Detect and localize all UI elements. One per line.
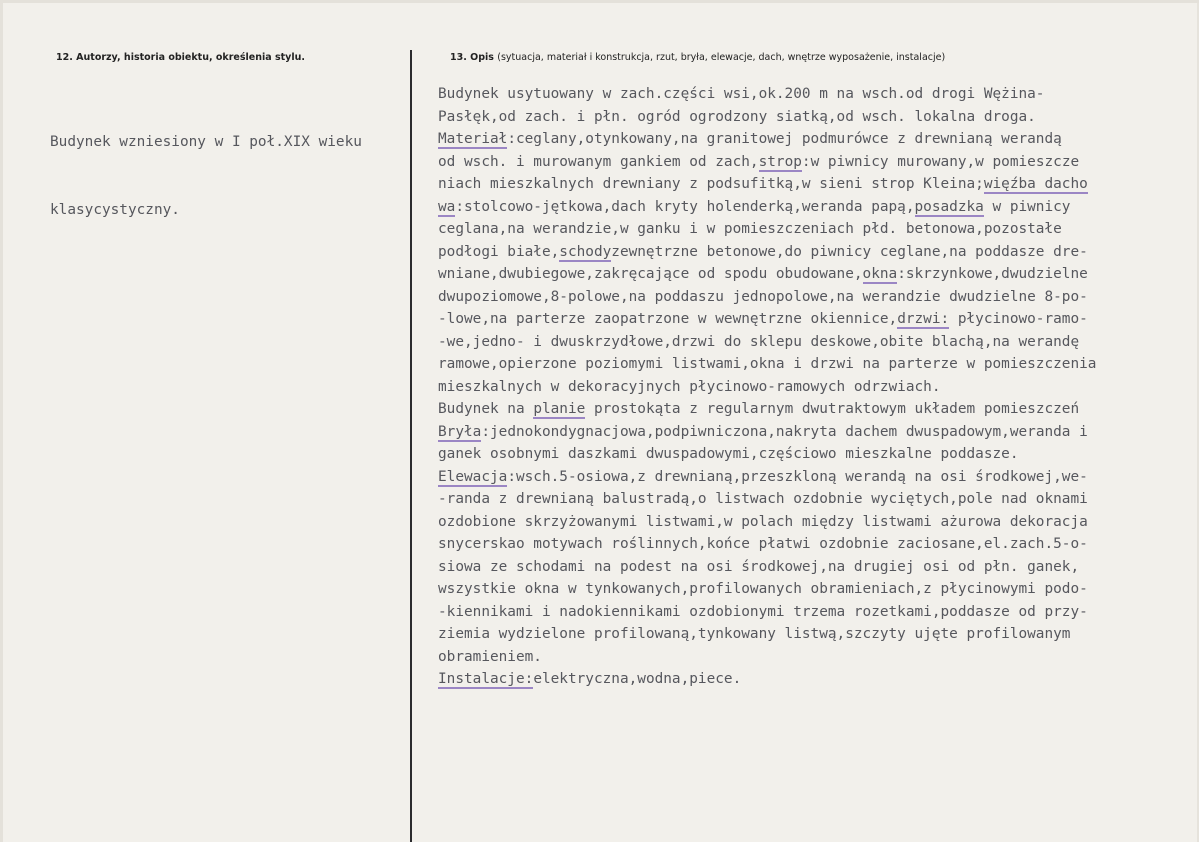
text-line	[438, 128, 1096, 151]
text-segment: mieszkalnych w dekoracyjnych płycinowo-ramowych odrzwiach.	[438, 378, 941, 395]
text-segment: obramieniem.	[438, 648, 542, 665]
authors-history-text	[50, 86, 362, 266]
text-segment: :jednokondygnacjowa,podpiwniczona,nakryta dachem dwuspadowym,weranda i	[481, 423, 1088, 440]
section-13-number: 13.	[450, 52, 467, 63]
underlined-keyword: wa	[438, 198, 456, 215]
underlined-keyword: schody	[559, 243, 612, 260]
text-segment: siowa ze schodami na podest na osi środkowej,na drugiej osi od płn. ganek,	[438, 558, 1080, 575]
section-13-header	[450, 52, 945, 63]
text-line	[438, 466, 1096, 489]
text-line	[438, 668, 1096, 691]
text-line	[438, 421, 1096, 444]
text-segment: Pasłęk,od zach. i płn. ogród ogrodzony siatką,od wsch. lokalna droga.	[438, 108, 1036, 125]
text-segment: ganek osobnymi daszkami dwuspadowymi,częściowo mieszkalne poddasze.	[438, 446, 1019, 462]
text-segment: -kiennikami i nadokiennikami ozdobionymi trzema rozetkami,poddasze od przy-	[438, 603, 1088, 620]
text-segment: :w piwnicy murowany,w pomieszcze	[801, 153, 1080, 170]
text-line: Budynek wzniesiony w I poł.XIX wieku	[50, 134, 362, 150]
text-segment: :stolcowo-jętkowa,dach kryty holenderką,weranda papą,	[455, 198, 915, 215]
text-segment: ceglana,na werandzie,w ganku i w pomieszczeniach płd. betonowa,pozostałe	[438, 221, 1062, 237]
section-13-subtitle: (sytuacja, materiał i konstrukcja, rzut, bryła, elewacje, dach, wnętrze wyposażenie, instalacje)	[497, 52, 946, 63]
text-segment: :ceglany,otynkowany,na granitowej podmurówce z drewnianą werandą	[507, 131, 1062, 147]
text-line	[438, 556, 1096, 579]
text-line	[438, 218, 1096, 241]
underlined-keyword: Materiał	[438, 131, 508, 147]
text-segment: :skrzynkowe,dwudzielne	[897, 266, 1088, 282]
text-line	[438, 376, 1096, 399]
text-segment: wszystkie okna w tynkowanych,profilowanych obramieniach,z płycinowymi podo-	[438, 581, 1088, 597]
text-segment: -lowe,na parterze zaopatrzone w wewnętrzne okiennice,	[438, 311, 898, 327]
section-12-header	[56, 52, 305, 63]
text-line	[438, 331, 1096, 354]
sheet-left-edge	[0, 0, 3, 842]
text-segment: ramowe,opierzone poziomymi listwami,okna i drzwi na parterze w pomieszczenia	[438, 356, 1097, 372]
text-line	[438, 263, 1096, 286]
text-segment: niach mieszkalnych drewniany z podsufitką,w sieni strop Kleina;	[438, 176, 984, 192]
text-line	[438, 578, 1096, 601]
text-line	[438, 623, 1096, 646]
section-13-title: Opis	[470, 52, 494, 63]
text-line	[438, 511, 1096, 534]
text-line	[438, 488, 1096, 511]
text-line	[438, 353, 1096, 376]
text-segment: płycinowo-ramo-	[949, 311, 1088, 327]
text-segment: podłogi białe,	[438, 243, 560, 260]
text-segment: -we,jedno- i dwuskrzydłowe,drzwi do sklepu deskowe,obite blachą,na werandę	[438, 333, 1080, 350]
text-segment: od wsch. i murowanym gankiem od zach,	[438, 153, 759, 170]
text-segment: w piwnicy	[983, 198, 1071, 215]
text-line	[438, 83, 1096, 106]
column-divider	[410, 50, 412, 842]
underlined-keyword: posadzka	[914, 198, 984, 215]
underlined-keyword: strop	[758, 153, 802, 170]
text-line	[438, 398, 1096, 421]
text-line	[438, 533, 1096, 556]
text-segment: :wsch.5-osiowa,z drewnianą,przeszkloną werandą na osi środkowej,we-	[507, 468, 1088, 485]
text-segment: prostokąta z regularnym dwutraktowym układem pomieszczeń	[585, 401, 1080, 417]
text-segment: -randa z drewnianą balustradą,o listwach ozdobnie wyciętych,pole nad oknami	[438, 491, 1088, 507]
section-12-title: Autorzy, historia obiektu, określenia stylu.	[76, 52, 305, 63]
text-segment: ozdobione skrzyżowanymi listwami,w polach między listwami ażurowa dekoracja	[438, 513, 1088, 530]
text-line	[438, 308, 1096, 331]
underlined-keyword: Instalacje:	[438, 671, 534, 687]
underlined-keyword: okna	[862, 266, 898, 282]
text-segment: dwupoziomowe,8-polowe,na poddaszu jednopolowe,na werandzie dwudzielne 8-po-	[438, 288, 1088, 305]
text-line	[438, 151, 1096, 174]
description-text	[438, 83, 1096, 691]
text-segment: wniane,dwubiegowe,zakręcające od spodu obudowane,	[438, 266, 863, 282]
underlined-keyword: Bryła	[438, 423, 482, 440]
text-line	[438, 443, 1096, 466]
underlined-keyword: więźba dacho	[983, 176, 1088, 192]
text-line	[438, 646, 1096, 669]
text-line	[438, 106, 1096, 129]
sheet-top-edge	[0, 0, 1199, 3]
text-line	[438, 601, 1096, 624]
text-segment: elektryczna,wodna,piece.	[533, 671, 742, 687]
text-segment: zewnętrzne betonowe,do piwnicy ceglane,na poddasze dre-	[611, 243, 1088, 260]
text-line	[438, 173, 1096, 196]
underlined-keyword: drzwi:	[897, 311, 950, 327]
text-line: klasycystyczny.	[50, 201, 180, 218]
underlined-keyword: Elewacja	[438, 468, 508, 485]
text-segment: Budynek usytuowany w zach.części wsi,ok.200 m na wsch.od drogi Wężina-	[438, 86, 1045, 102]
section-12-number: 12.	[56, 52, 73, 63]
text-line	[438, 286, 1096, 309]
text-line	[438, 196, 1096, 219]
text-segment: Budynek na	[438, 401, 534, 417]
underlined-keyword: planie	[533, 401, 586, 417]
text-segment: ziemia wydzielone profilowaną,tynkowany listwą,szczyty ujęte profilowanym	[438, 626, 1071, 642]
text-segment: snycerskao motywach roślinnych,końce płatwi ozdobnie zaciosane,el.zach.5-o-	[438, 536, 1088, 552]
text-line	[438, 241, 1096, 264]
